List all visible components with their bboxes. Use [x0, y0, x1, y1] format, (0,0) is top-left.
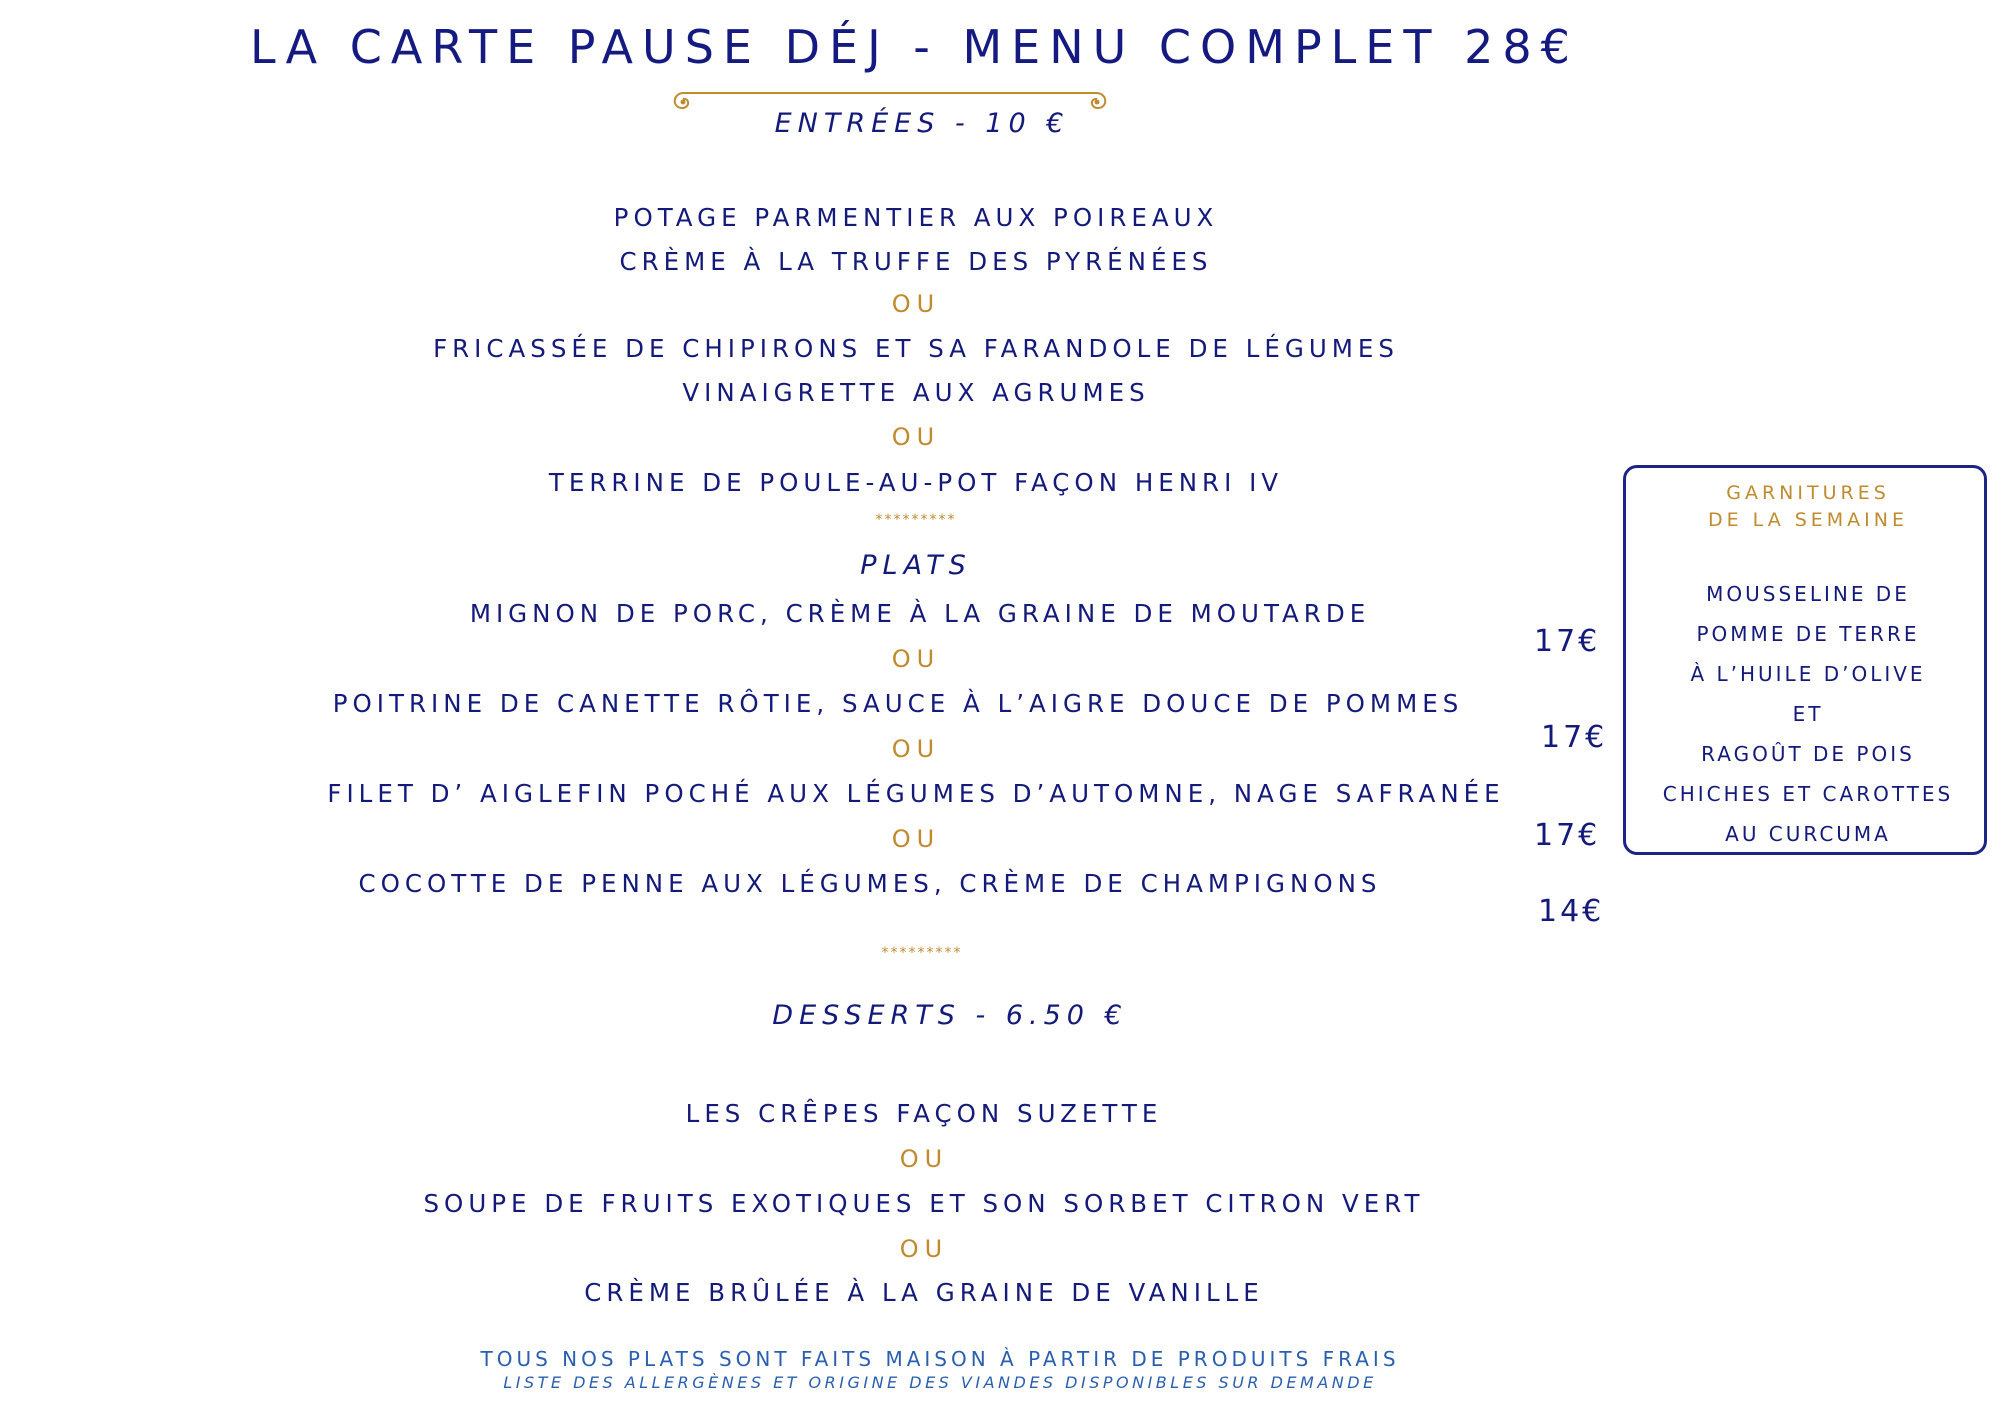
plat-price: 17€: [1541, 720, 1608, 755]
stars-separator: *********: [881, 945, 963, 961]
garniture-line: À L’HUILE D’OLIVE: [1690, 662, 1926, 686]
plat-item: MIGNON DE PORC, CRÈME À LA GRAINE DE MOUTARDE: [469, 599, 1371, 628]
menu-title: LA CARTE PAUSE DÉJ - MENU COMPLET 28€: [250, 20, 1579, 74]
garniture-line: ET: [1792, 702, 1824, 726]
stars-separator: *********: [875, 512, 957, 528]
plat-item: POITRINE DE CANETTE RÔTIE, SAUCE À L’AIGRE DOUCE DE POMMES: [332, 689, 1464, 718]
garnitures-title: DE LA SEMAINE: [1707, 509, 1909, 531]
garniture-line: CHICHES ET CAROTTES: [1662, 782, 1954, 806]
desserts-heading: DESSERTS - 6.50 €: [772, 1000, 1128, 1031]
footer-allergens-note: LISTE DES ALLERGÈNES ET ORIGINE DES VIANDES DISPONIBLES SUR DEMANDE: [503, 1373, 1377, 1392]
garnitures-title: GARNITURES: [1726, 482, 1890, 504]
entree-line: TERRINE DE POULE-AU-POT FAÇON HENRI IV: [548, 468, 1284, 497]
dessert-item: LES CRÊPES FAÇON SUZETTE: [685, 1099, 1163, 1128]
or-separator: OU: [891, 735, 941, 763]
entree-line: VINAIGRETTE AUX AGRUMES: [682, 378, 1150, 407]
plat-item: COCOTTE DE PENNE AUX LÉGUMES, CRÈME DE CHAMPIGNONS: [358, 869, 1382, 898]
plat-item: FILET D’ AIGLEFIN POCHÉ AUX LÉGUMES D’AUTOMNE, NAGE SAFRANÉE: [327, 779, 1505, 808]
or-separator: OU: [891, 423, 941, 451]
or-separator: OU: [899, 1235, 949, 1263]
or-separator: OU: [891, 825, 941, 853]
plat-price: 17€: [1534, 818, 1601, 853]
garniture-line: MOUSSELINE DE: [1706, 582, 1910, 606]
garniture-line: POMME DE TERRE: [1696, 622, 1920, 646]
garniture-line: RAGOÛT DE POIS: [1701, 742, 1915, 766]
entree-line: CRÈME À LA TRUFFE DES PYRÉNÉES: [619, 247, 1213, 276]
or-separator: OU: [899, 1145, 949, 1173]
entrees-heading: ENTRÉES - 10 €: [774, 108, 1070, 139]
entree-line: FRICASSÉE DE CHIPIRONS ET SA FARANDOLE DE LÉGUMES: [433, 334, 1399, 363]
dessert-item: SOUPE DE FRUITS EXOTIQUES ET SON SORBET CITRON VERT: [423, 1189, 1425, 1218]
or-separator: OU: [891, 645, 941, 673]
entree-line: POTAGE PARMENTIER AUX POIREAUX: [613, 203, 1219, 232]
or-separator: OU: [891, 290, 941, 318]
plat-price: 17€: [1534, 624, 1601, 659]
garnitures-box: [1623, 465, 1987, 855]
dessert-item: CRÈME BRÛLÉE À LA GRAINE DE VANILLE: [584, 1278, 1264, 1307]
plat-price: 14€: [1538, 894, 1605, 929]
garniture-line: AU CURCUMA: [1725, 822, 1891, 846]
footer-homemade-note: TOUS NOS PLATS SONT FAITS MAISON À PARTIR DE PRODUITS FRAIS: [480, 1347, 1400, 1371]
plats-heading: PLATS: [860, 550, 972, 581]
